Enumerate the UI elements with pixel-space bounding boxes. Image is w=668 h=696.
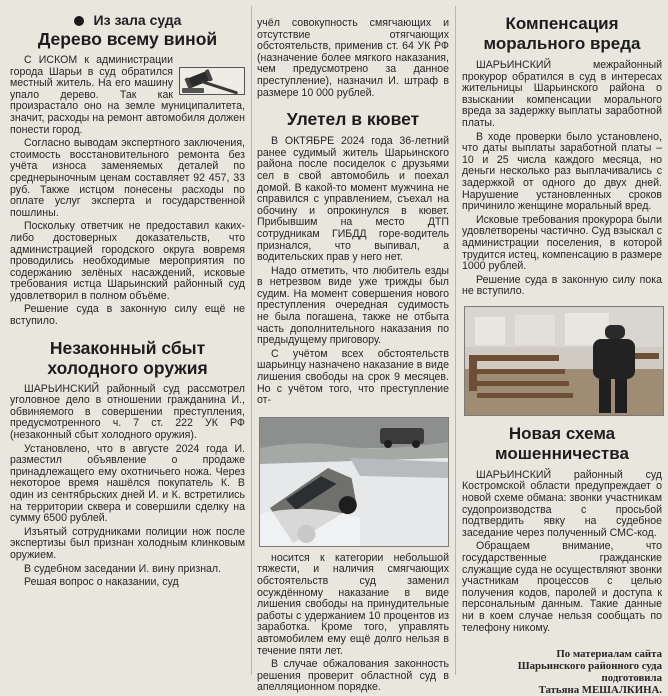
paragraph: С ИСКОМ к администрации города Шарьи в суд обратился местный житель. На его машину упало дерево. Так как произрастало оно на земле муниципалитета, значит, расходы на ремонт автомобиля должен понести город. [10, 54, 245, 136]
paragraph: Обращаем внимание, что государственные гражданские служащие суда не осуществляют звонки участникам процессов с целью получения кодов, паролей и доступа к персональным данным. Такие данные ни в коем случае нельзя сообщать по телефону никому. [462, 540, 662, 634]
paragraph: Решение суда в законную силу ещё не вступило. [10, 303, 245, 328]
paragraph: С учётом всех обстоятельств шарьинцу назначено наказание в виде лишения свободы на срок 9 месяцев. Но с учётом того, что преступление от- [257, 347, 449, 407]
car-photo [259, 417, 449, 547]
courtroom-photo [464, 306, 664, 416]
article-title-weapon: Незаконный сбыт холодного оружия [47, 337, 208, 378]
article-title-compensation: Компенсация морального вреда [483, 14, 641, 53]
paragraph: В судебном заседании И. вину признал. [24, 562, 222, 575]
paragraph: ШАРЬИНСКИЙ районный суд Костромской области предупреждает о новой схеме обмана: звонки участникам судопроизводства с просьбой подтвердить явку на судебное заседание через полученный СМС-код. [462, 468, 662, 539]
paragraph: ШАРЬИНСКИЙ межрайонный прокурор обратился в суд в интересах жительницы Шарьинского района о взыскании компенсации морального вреда за задержку выплаты заработной платы. [462, 59, 662, 129]
column-middle [253, 0, 453, 694]
gavel-icon [179, 67, 245, 95]
paragraph: В ходе проверки было установлено, что даты выплаты заработной платы – 10 и 25 числа каждого месяца, но деньги несколько раз выплачивались с задержкой от одного до двух дней. Нарушение установленных сроков причинило женщине моральный вред. [462, 130, 662, 213]
signature-line: Шарьинского районного суда [517, 660, 662, 673]
column-right [456, 0, 668, 696]
paragraph: Решение суда в законную силу пока не вступило. [462, 273, 662, 298]
paragraph: носится к категории небольшой тяжести, и наличия смягчающих обстоятельств суд заменил осуждённому наказание в виде лишения свободы на принудительные работы с удержанием 10 процентов из заработка. Кроме того, управлять автомобилем ему ещё долго нельзя в течение пяти лет. [257, 551, 449, 657]
column-left [0, 0, 251, 681]
paragraph: В случае обжалования законность решения проверит областной суд в апелляционном порядке. [257, 658, 449, 694]
section-kicker [10, 12, 245, 28]
signature-line: По материалам сайта [556, 648, 662, 661]
article-title-ditch: Улетел в кювет [286, 109, 420, 130]
paragraph: ШАРЬИНСКИЙ районный суд рассмотрел уголовное дело в отношении гражданина И., обвиняемого в совершении преступления, предусмотренного ч. 7 ст. 222 УК РФ (незаконный сбыт холодного оружия). [10, 382, 245, 442]
paragraph: учёл совокупность смягчающих и отсутствие отягчающих обстоятельств, применив ст. 64 УК РФ (назначение более мягкого наказания, чем предусмотрено за данное преступление), назначил И. штраф в размере 10 000 рублей. [257, 17, 449, 99]
paragraph: Установлено, что в августе 2024 года И. разместил объявление о продаже принадлежащего ему охотничьего ножа. Через некоторое время нашёлся покупатель К. В один из сентябрьских дней И. и К. встретились на территории сквера и совершили сделку на сумму 6500 рублей. [10, 442, 245, 525]
paragraph: Поскольку ответчик не предоставил каких-либо достоверных доказательств, что администрацией городского округа вовремя проводились необходимые мероприятия по содержанию зелёных насаждений, исковые требования истца Шарьинский районный суд удовлетворил в полном объёме. [10, 220, 245, 302]
article-title-tree: Дерево всему виной [37, 29, 218, 49]
paragraph: В ОКТЯБРЕ 2024 года 36-летний ранее судимый житель Шарьинского района после посиделок с друзьями сел в свой автомобиль и поехал домой. В какой-то момент мужчина не справился с управлением, съехал на обочину и опрокинулся в кювет. Прибывшим на место ДТП сотрудникам ГИБДД горе-водитель признался, что выпивал, а водительских прав у него нет. [257, 135, 449, 264]
bullet-icon [74, 16, 84, 26]
article-title-fraud: Новая схема мошенничества [495, 423, 629, 463]
signature-author: Татьяна МЕШАЛКИНА. [538, 684, 662, 696]
kicker-text: Из зала суда [93, 12, 182, 28]
signature-line: подготовила [601, 672, 662, 685]
paragraph: Решая вопрос о наказании, суд [24, 576, 179, 589]
paragraph: Изъятый сотрудниками полиции нож после экспертизы был признан холодным клинковым оружием. [10, 525, 245, 561]
paragraph: Исковые требования прокурора были удовлетворены частично. Суд взыскал с администрации поселения, в которой трудится истец, компенсацию в размере 1000 рублей. [462, 213, 662, 273]
signature [462, 648, 662, 696]
paragraph: Согласно выводам экспертного заключения, стоимость восстановительного ремонта без учёта износа заменяемых деталей по среднерыночным ценам составляет 92 457, 33 руб. Также истцом понесены расходы по оплате услуг эксперта и государственной пошлины. [10, 137, 245, 219]
paragraph: Надо отметить, что любитель езды в нетрезвом виде уже трижды был судим. На момент совершения нового преступления очередная судимость не была погашена, также не отбыта часть дополнительного наказания по предыдущему приговору. [257, 264, 449, 347]
column-divider [251, 6, 252, 675]
